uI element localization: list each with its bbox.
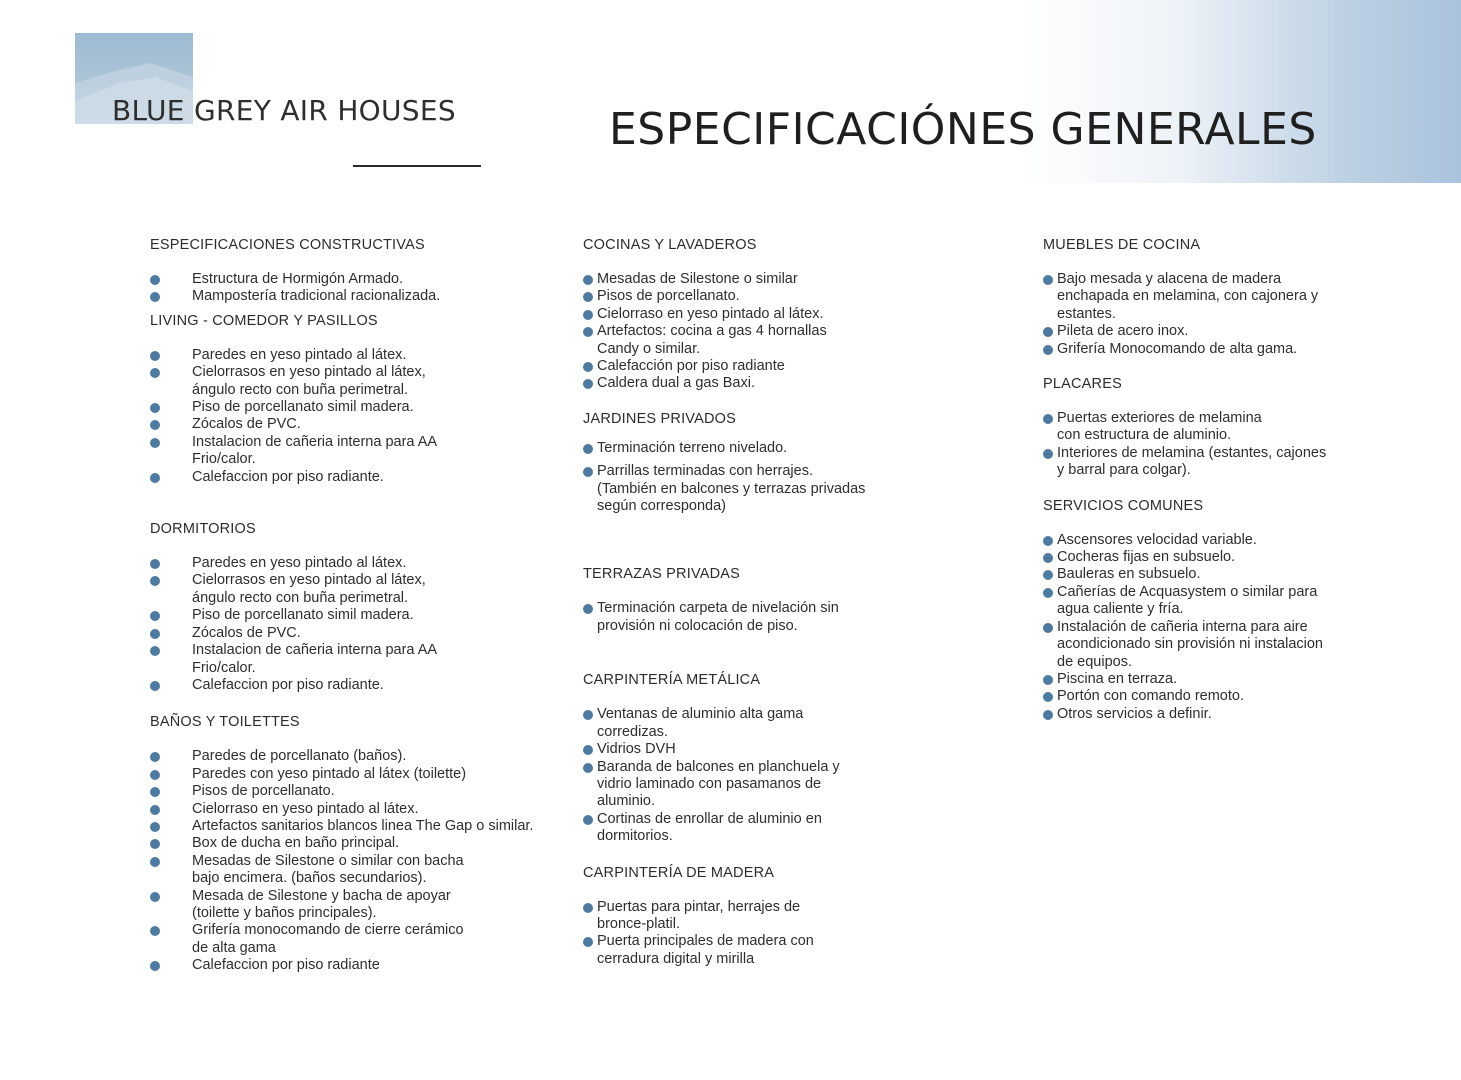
list-item: Ventanas de aluminio alta gama corredizas. [583, 706, 1003, 741]
bullet-icon [1043, 570, 1053, 580]
bullet-icon [583, 710, 593, 720]
bullet-icon [1043, 588, 1053, 598]
bullet-icon [150, 961, 160, 971]
bullet-icon [1043, 675, 1053, 685]
header-gradient-band [1022, 0, 1461, 183]
list-item: Cocheras fijas en subsuelo. [1043, 549, 1443, 566]
list-item: Piso de porcellanato simil madera. [150, 607, 560, 624]
bullet-icon [150, 473, 160, 483]
list-item: Caldera dual a gas Baxi. [583, 375, 1003, 392]
list-item: Terminación carpeta de nivelación sin provisión ni colocación de piso. [583, 600, 1003, 635]
list-item: Pileta de acero inox. [1043, 323, 1443, 340]
list-item: Piscina en terraza. [1043, 671, 1443, 688]
bullet-icon [1043, 275, 1053, 285]
item-list [150, 271, 560, 306]
list-item: Calefaccion por piso radiante [150, 957, 560, 974]
section-heading: DORMITORIOS [150, 521, 256, 538]
section-heading: JARDINES PRIVADOS [583, 410, 736, 427]
bullet-icon [583, 763, 593, 773]
list-item: Calefacción por piso radiante [583, 358, 1003, 375]
list-item: Terminación terreno nivelado. [583, 440, 1003, 457]
page-title: ESPECIFICACIÓNES GENERALES [609, 104, 1317, 155]
section-dormitorios [150, 520, 560, 694]
list-item: Otros servicios a definir. [1043, 706, 1443, 723]
list-item: Cielorrasos en yeso pintado al látex, ángulo recto con buña perimetral. [150, 572, 560, 607]
section-heading: BAÑOS Y TOILETTES [150, 714, 300, 731]
item-list [150, 748, 560, 974]
list-item: Paredes de porcellanato (baños). [150, 748, 560, 765]
bullet-icon [150, 629, 160, 639]
bullet-icon [1043, 345, 1053, 355]
bullet-icon [150, 752, 160, 762]
list-item: Ascensores velocidad variable. [1043, 532, 1443, 549]
list-item: Paredes con yeso pintado al látex (toilette) [150, 766, 560, 783]
list-item: Cielorraso en yeso pintado al látex. [150, 801, 560, 818]
bullet-icon [150, 351, 160, 361]
bullet-icon [150, 822, 160, 832]
item-list [583, 600, 1003, 635]
bullet-icon [583, 815, 593, 825]
bullet-icon [150, 646, 160, 656]
section-terrazas-privadas [583, 565, 1003, 635]
list-item: Vidrios DVH [583, 741, 1003, 758]
section-cocinas-lavaderos [583, 236, 1003, 393]
list-item: Calefaccion por piso radiante. [150, 677, 560, 694]
list-item: Baranda de balcones en planchuela y vidrio laminado con pasamanos de aluminio. [583, 759, 1003, 811]
bullet-icon [150, 805, 160, 815]
section-heading: TERRAZAS PRIVADAS [583, 566, 741, 583]
list-item: Calefaccion por piso radiante. [150, 469, 560, 486]
bullet-icon [583, 937, 593, 947]
list-item: Box de ducha en baño principal. [150, 835, 560, 852]
bullet-icon [150, 787, 160, 797]
list-item: Portón con comando remoto. [1043, 688, 1443, 705]
list-item: Puerta principales de madera con cerradura digital y mirilla [583, 933, 1003, 968]
section-carpinteria-metalica [583, 671, 1003, 845]
list-item: Grifería Monocomando de alta gama. [1043, 341, 1443, 358]
bullet-icon [583, 292, 593, 302]
list-item: Puertas para pintar, herrajes de bronce-platil. [583, 899, 1003, 934]
bullet-icon [150, 770, 160, 780]
bullet-icon [150, 892, 160, 902]
section-heading: PLACARES [1043, 376, 1122, 393]
item-list [1043, 532, 1443, 723]
list-item: Instalacion de cañeria interna para AA Frio/calor. [150, 434, 560, 469]
list-item: Mesadas de Silestone o similar con bacha bajo encimera. (baños secundarios). [150, 853, 560, 888]
list-item: Zócalos de PVC. [150, 625, 560, 642]
bullet-icon [583, 327, 593, 337]
bullet-icon [1043, 327, 1053, 337]
list-item: Paredes en yeso pintado al látex. [150, 347, 560, 364]
bullet-icon [583, 379, 593, 389]
list-item: Estructura de Hormigón Armado. [150, 271, 560, 288]
list-item: Paredes en yeso pintado al látex. [150, 555, 560, 572]
list-item: Bajo mesada y alacena de madera enchapada en melamina, con cajonera y estantes. [1043, 271, 1443, 323]
bullet-icon [150, 438, 160, 448]
item-list [1043, 271, 1443, 358]
brand-name: BLUE GREY AIR HOUSES [112, 94, 456, 127]
bullet-icon [1043, 414, 1053, 424]
list-item: Mampostería tradicional racionalizada. [150, 288, 560, 305]
bullet-icon [150, 576, 160, 586]
bullet-icon [1043, 623, 1053, 633]
list-item: Grifería monocomando de cierre cerámico de alta gama [150, 922, 560, 957]
bullet-icon [1043, 449, 1053, 459]
section-heading: CARPINTERÍA DE MADERA [583, 864, 775, 881]
bullet-icon [150, 857, 160, 867]
spec-column-2 [583, 236, 1003, 968]
list-item: Bauleras en subsuelo. [1043, 566, 1443, 583]
list-item: Mesadas de Silestone o similar [583, 271, 1003, 288]
bullet-icon [1043, 692, 1053, 702]
bullet-icon [1043, 710, 1053, 720]
section-heading: LIVING - COMEDOR Y PASILLOS [150, 312, 378, 329]
item-list [583, 271, 1003, 393]
list-item: Parrillas terminadas con herrajes. (También en balcones y terrazas privadas según corresponda) [583, 463, 1003, 515]
section-muebles-cocina [1043, 236, 1443, 358]
bullet-icon [150, 275, 160, 285]
list-item: Zócalos de PVC. [150, 416, 560, 433]
bullet-icon [583, 444, 593, 454]
bullet-icon [583, 467, 593, 477]
list-item: Pisos de porcellanato. [583, 288, 1003, 305]
list-item: Pisos de porcellanato. [150, 783, 560, 800]
section-heading: SERVICIOS COMUNES [1043, 497, 1204, 514]
bullet-icon [150, 559, 160, 569]
list-item: Cortinas de enrollar de aluminio en dormitorios. [583, 811, 1003, 846]
spec-column-1 [150, 236, 560, 975]
item-list [583, 706, 1003, 845]
bullet-icon [583, 310, 593, 320]
section-living-comedor [150, 312, 560, 486]
bullet-icon [583, 604, 593, 614]
bullet-icon [150, 926, 160, 936]
bullet-icon [1043, 553, 1053, 563]
section-heading: COCINAS Y LAVADEROS [583, 237, 757, 253]
item-list [583, 899, 1003, 969]
bullet-icon [583, 275, 593, 285]
list-item: Puertas exteriores de melamina con estructura de aluminio. [1043, 410, 1443, 445]
section-servicios-comunes [1043, 497, 1443, 723]
list-item: Cielorraso en yeso pintado al látex. [583, 306, 1003, 323]
brand-divider [353, 165, 481, 167]
bullet-icon [150, 292, 160, 302]
list-item: Instalacion de cañeria interna para AA Frio/calor. [150, 642, 560, 677]
list-item: Artefactos: cocina a gas 4 hornallas Candy o similar. [583, 323, 1003, 358]
section-banos-toilettes [150, 713, 560, 974]
section-carpinteria-madera [583, 864, 1003, 969]
bullet-icon [150, 611, 160, 621]
section-especificaciones-constructivas [150, 236, 560, 306]
item-list [1043, 410, 1443, 480]
list-item: Cañerías de Acquasystem o similar para agua caliente y fría. [1043, 584, 1443, 619]
item-list [583, 440, 1003, 516]
bullet-icon [583, 745, 593, 755]
list-item: Instalación de cañeria interna para aire acondicionado sin provisión ni instalacion de equipos. [1043, 619, 1443, 671]
section-placares [1043, 375, 1443, 480]
section-heading: MUEBLES DE COCINA [1043, 237, 1201, 253]
bullet-icon [150, 368, 160, 378]
list-item: Artefactos sanitarios blancos linea The Gap o similar. [150, 818, 560, 835]
list-item: Interiores de melamina (estantes, cajones y barral para colgar). [1043, 445, 1443, 480]
bullet-icon [150, 403, 160, 413]
bullet-icon [583, 362, 593, 372]
bullet-icon [150, 681, 160, 691]
section-heading: CARPINTERÍA METÁLICA [583, 672, 761, 689]
item-list [150, 555, 560, 694]
bullet-icon [150, 420, 160, 430]
bullet-icon [583, 903, 593, 913]
section-heading: ESPECIFICACIONES CONSTRUCTIVAS [150, 237, 425, 253]
list-item: Mesada de Silestone y bacha de apoyar (toilette y baños principales). [150, 888, 560, 923]
section-jardines-privados [583, 410, 1003, 516]
spec-column-3 [1043, 236, 1443, 723]
list-item: Cielorrasos en yeso pintado al látex, ángulo recto con buña perimetral. [150, 364, 560, 399]
list-item: Piso de porcellanato simil madera. [150, 399, 560, 416]
bullet-icon [1043, 536, 1053, 546]
item-list [150, 347, 560, 486]
bullet-icon [150, 839, 160, 849]
